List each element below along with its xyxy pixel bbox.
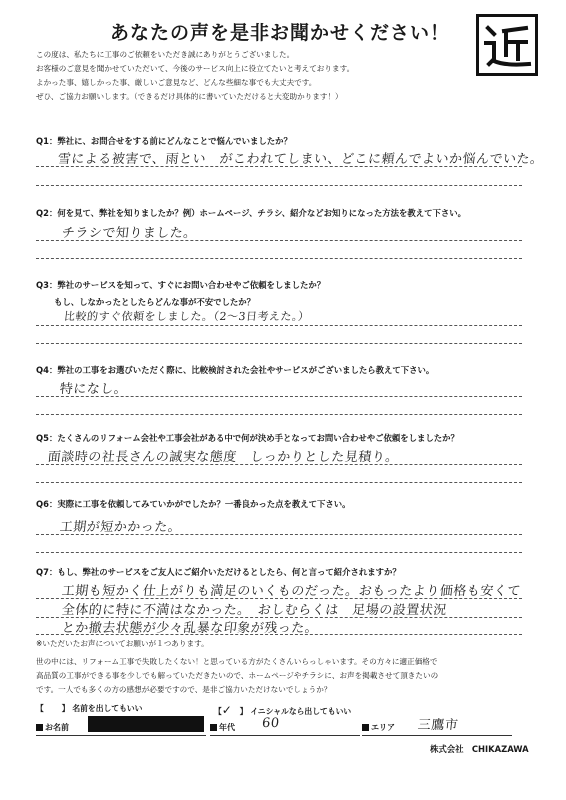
answer-line xyxy=(36,166,522,167)
area-field-label: エリア xyxy=(362,722,395,733)
answer-line xyxy=(36,240,522,241)
answer-line xyxy=(36,534,522,535)
request-line: 高品質の工事ができる事を少しでも解っていただきたいので、ホームページやチラシに、お声を掲載させて頂きたいの xyxy=(36,671,439,680)
answer-line xyxy=(36,634,522,635)
company-name: 株式会社 CHIKAZAWA xyxy=(430,744,529,754)
name-field-label: お名前 xyxy=(36,722,69,733)
answer-line xyxy=(36,414,522,415)
question-3: Q3：弊社のサービスを知って、すぐにお問い合わせやご依頼をしましたか？ もし、しなかったとしたらどんな事が不安でしたか？ xyxy=(36,280,326,307)
intro-text xyxy=(36,48,466,104)
answer-4: 特になし。 xyxy=(59,382,129,397)
answer-2: チラシで知りました。 xyxy=(61,226,198,241)
answer-line xyxy=(36,552,522,553)
answer-7-line-1: 工期も短かく仕上がりも満足のいくものだった。おもったより価格も安くて xyxy=(61,584,522,599)
intro-line: この度は、私たちに工事のご依頼をいただき誠にありがとうございました。 xyxy=(36,50,295,59)
name-underline xyxy=(36,735,206,736)
page-title: あなたの声を是非お聞かせください！ xyxy=(109,22,450,44)
answer-line xyxy=(36,482,522,483)
question-6: Q6：実際に工事を依頼してみていかがでしたか？一番良かった点を教えて下さい。 xyxy=(36,499,351,509)
age-field-label: 年代 xyxy=(210,722,235,733)
request-note: ※いただいたお声についてお願いが１つあります。 xyxy=(36,639,209,648)
intro-line: ぜひ、ご協力お願いします。（できるだけ具体的に書いていただけると大変助かります！） xyxy=(36,92,343,101)
area-underline xyxy=(362,735,512,736)
area-value: 三鷹市 xyxy=(417,718,460,733)
consent-name-option[interactable]: 【 】 名前を出してもいい xyxy=(36,704,143,713)
answer-line xyxy=(36,258,522,259)
request-text xyxy=(36,655,522,697)
answer-line xyxy=(36,343,522,344)
question-7: Q7：もし、弊社のサービスをご友人にご紹介いただけるとしたら、何と言って紹介されますか？ xyxy=(36,567,401,577)
consent-initial-option[interactable]: 【✓ 】 イニシャルなら出してもいい xyxy=(214,703,352,717)
answer-7-line-3: とか撤去状態が少々乱暴な印象が残った。 xyxy=(61,621,320,636)
chika-kanji-logo-icon xyxy=(476,14,538,76)
answer-3: 比較的すぐ依頼をしました。（2〜3日考えた。） xyxy=(63,310,311,323)
answer-5: 面談時の社長さんの誠実な態度 しっかりとした見積り。 xyxy=(47,450,400,465)
consent-initial-checkbox[interactable]: ✓ xyxy=(221,703,232,717)
question-5: Q5：たくさんのリフォーム会社や工事会社がある中で何が決め手となってお問い合わせやご依頼をしましたか？ xyxy=(36,433,459,443)
answer-line xyxy=(36,396,522,397)
age-value: 60 xyxy=(261,716,281,731)
question-2: Q2：何を見て、弊社を知りましたか？例）ホームページ、チラシ、紹介などお知りになった方法を教えて下さい。 xyxy=(36,208,467,218)
question-3-sub: もし、しなかったとしたらどんな事が不安でしたか？ xyxy=(54,297,255,307)
answer-line xyxy=(36,185,522,186)
consent-initial-label: イニシャルなら出してもいい xyxy=(250,707,352,716)
request-line: です。一人でも多くの方の感想が必要ですので、是非ご協力いただけないでしょうか？ xyxy=(36,685,332,694)
redacted-name xyxy=(88,716,204,732)
answer-7-line-2: 全体的に特に不満はなかった。 おしむらくは 足場の設置状況 xyxy=(61,603,448,618)
consent-name-label: 名前を出してもいい xyxy=(72,704,143,713)
answer-6: 工期が短かかった。 xyxy=(59,520,183,535)
intro-line: よかった事、嬉しかった事、厳しいご意見など、どんな些細な事でも大丈夫です。 xyxy=(36,78,317,87)
age-underline xyxy=(210,735,360,736)
answer-line xyxy=(36,464,522,465)
answer-line xyxy=(36,325,522,326)
intro-line: お客様のご意見を聞かせていただいて、今後のサービス向上に役立てたいと考えております。 xyxy=(36,64,355,73)
question-1: Q1：弊社に、お問合せをする前にどんなことで悩んでいましたか？ xyxy=(36,136,292,146)
request-line: 世の中には、リフォーム工事で失敗したくない！と思っている方がたくさんいらっしゃいます。その方々に適正価格で xyxy=(36,657,438,666)
question-4: Q4：弊社の工事をお選びいただく際に、比較検討された会社やサービスがございましたら教えて下さい。 xyxy=(36,365,435,375)
answer-1: 雪による被害で、雨とい がこわれてしまい、どこに頼んでよいか悩んでいた。 xyxy=(57,152,545,167)
